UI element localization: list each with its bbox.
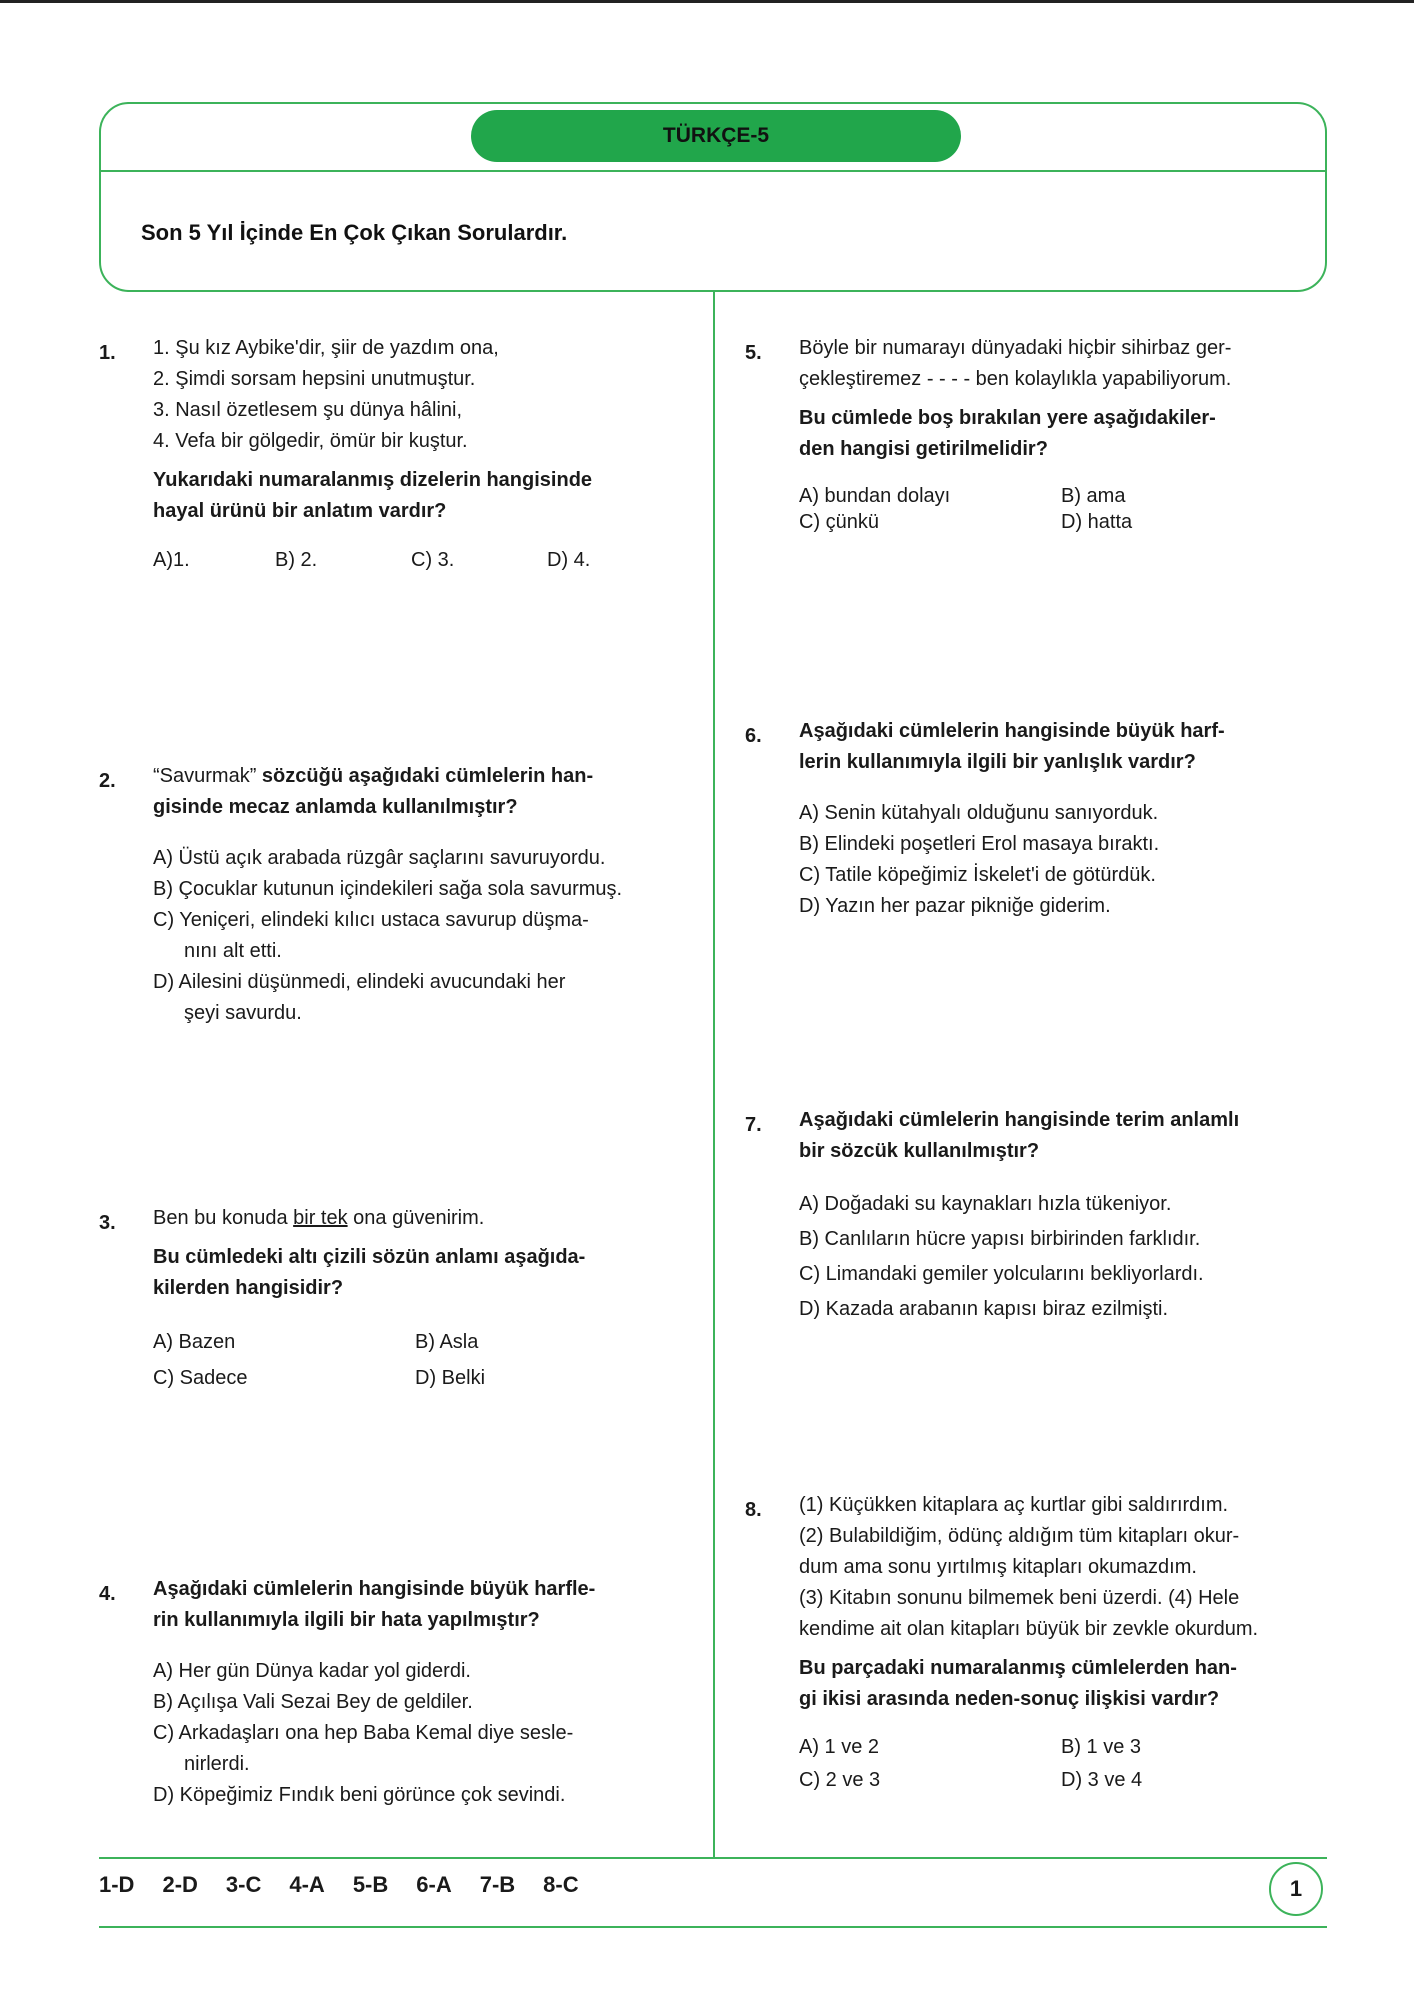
option-a[interactable]: A) bundan dolayı [799,485,951,507]
option-a[interactable]: A) Bazen [153,1331,236,1353]
question-stem: Bu cümledeki altı çizili sözün anlamı aşağıda- [153,1246,586,1268]
option-d[interactable]: D) Kazada arabanın kapısı biraz ezilmişti. [799,1298,1169,1320]
question-number: 5. [745,342,762,364]
question-stem: den hangisi getirilmelidir? [799,438,1048,460]
answer-key-item: 4-A [289,1872,325,1897]
option-c[interactable]: C) Sadece [153,1367,248,1389]
header-subtitle: Son 5 Yıl İçinde En Çok Çıkan Sorulardır. [141,220,568,245]
answer-options [153,1324,677,1396]
passage-line: (3) Kitabın sonunu bilmemek beni üzerdi. (4) Hele [799,1587,1240,1609]
option-b[interactable]: B) Asla [415,1331,479,1353]
passage-line: (2) Bulabildiğim, ödünç aldığım tüm kitapları okur- [799,1525,1240,1547]
option-d[interactable]: D) Köpeğimiz Fındık beni görünce çok sevindi. [153,1784,566,1806]
answer-key-item: 1-D [99,1872,135,1897]
top-border [0,0,1414,3]
page-title: TÜRKÇE-5 [471,110,961,162]
question-number: 3. [99,1212,116,1234]
question-number: 7. [745,1114,762,1136]
option-c[interactable]: C) Limandaki gemiler yolcularını bekliyorlardı. [799,1263,1204,1285]
answer-key-item: 7-B [479,1872,516,1897]
option-a[interactable]: A) Her gün Dünya kadar yol giderdi. [153,1660,471,1682]
option-a[interactable]: A) Senin kütahyalı olduğunu sanıyorduk. [799,802,1159,824]
option-b[interactable]: B) 1 ve 3 [1061,1736,1142,1758]
option-d[interactable]: D) hatta [1061,511,1133,533]
question-stem: lerin kullanımıyla ilgili bir yanlışlık vardır? [799,751,1196,773]
header-box [99,102,1327,292]
option-b[interactable]: B) Elindeki poşetleri Erol masaya bıraktı. [799,833,1160,855]
question-number: 2. [99,770,116,792]
passage-line: (1) Küçükken kitaplara aç kurtlar gibi saldırırdım. [799,1494,1229,1516]
option-c[interactable]: C) 2 ve 3 [799,1769,881,1791]
answer-key-item: 5-B [352,1872,389,1897]
question-number: 4. [99,1583,116,1605]
question-stem: sözcüğü aşağıdaki cümlelerin han- [261,765,594,787]
option-c[interactable]: C) Arkadaşları ona hep Baba Kemal diye sesle- [153,1722,574,1744]
question-stem: Aşağıdaki cümlelerin hangisinde büyük harfle- [153,1578,596,1600]
answer-key-item: 2-D [162,1872,198,1897]
option-d[interactable]: D) Yazın her pazar pikniğe giderim. [799,895,1111,917]
option-b[interactable]: B) Açılışa Vali Sezai Bey de geldiler. [153,1691,473,1713]
question-stem: bir sözcük kullanılmıştır? [799,1140,1040,1162]
question-number: 1. [99,342,116,364]
option-b[interactable]: B) Çocuklar kutunun içindekileri sağa sola savurmuş. [153,878,623,900]
option-d-cont: şeyi savurdu. [184,1002,302,1024]
option-d[interactable]: D) Belki [415,1367,486,1389]
question-number: 8. [745,1499,762,1521]
page-number: 1 [1269,1862,1323,1916]
footer-line-top [99,1857,1327,1859]
question-stem: Yukarıdaki numaralanmış dizelerin hangisinde [153,469,593,491]
answer-options [799,1731,1323,1797]
option-c-cont: nını alt etti. [184,940,282,962]
column-divider [713,292,715,1858]
question-stem: gi ikisi arasında neden-sonuç ilişkisi vardır? [799,1688,1220,1710]
answer-key-item: 8-C [543,1872,579,1897]
option-a[interactable]: A) Üstü açık arabada rüzgâr saçlarını savuruyordu. [153,847,606,869]
answer-key-item: 3-C [225,1872,262,1897]
question-stem: kilerden hangisidir? [153,1277,344,1299]
option-d[interactable]: D) Ailesini düşünmedi, elindeki avucundaki her [153,971,566,993]
option-c[interactable]: C) çünkü [799,511,880,533]
option-c-cont: nirlerdi. [184,1753,250,1775]
option-c[interactable]: C) 3. [411,549,455,571]
verse-line: 4. Vefa bir gölgedir, ömür bir kuştur. [153,430,468,452]
verse-line: 2. Şimdi sorsam hepsini unutmuştur. [153,368,476,390]
question-stem: Bu parçadaki numaralanmış cümlelerden han- [799,1657,1237,1679]
header-divider [101,170,1325,172]
footer-line-bottom [99,1926,1327,1928]
question-stem: Bu cümlede boş bırakılan yere aşağıdakiler- [799,407,1216,429]
answer-options [799,483,1323,535]
answer-options [153,545,592,576]
question-stem: gisinde mecaz anlamda kullanılmıştır? [153,796,518,818]
passage-line: Böyle bir numarayı dünyadaki hiçbir sihirbaz ger- [799,337,1232,359]
question-stem: Aşağıdaki cümlelerin hangisinde terim anlamlı [799,1109,1240,1131]
question-number: 6. [745,725,762,747]
option-c[interactable]: C) Tatile köpeğimiz İskelet'i de götürdük. [799,864,1156,886]
option-b[interactable]: B) ama [1061,485,1126,507]
verse-line: 1. Şu kız Aybike'dir, şiir de yazdım ona, [153,337,499,359]
option-a[interactable]: A) Doğadaki su kaynakları hızla tükeniyor. [799,1193,1172,1215]
question-stem: rin kullanımıyla ilgili bir hata yapılmıştır? [153,1609,540,1631]
option-b[interactable]: B) Canlıların hücre yapısı birbirinden farklıdır. [799,1228,1201,1250]
option-a[interactable]: A) 1 ve 2 [799,1736,880,1758]
passage-line: kendime ait olan kitapları büyük bir zevkle okurdum. [799,1618,1259,1640]
option-d[interactable]: D) 3 ve 4 [1061,1769,1143,1791]
option-a[interactable]: A)1. [153,549,190,571]
question-stem: hayal ürünü bir anlatım vardır? [153,500,447,522]
answer-key [99,1872,607,1898]
question-stem: Aşağıdaki cümlelerin hangisinde büyük harf- [799,720,1225,742]
quoted-word: “Savurmak” [153,765,257,787]
option-c[interactable]: C) Yeniçeri, elindeki kılıcı ustaca savurup düşma- [153,909,589,931]
passage-line: dum ama sonu yırtılmış kitapları okumazdım. [799,1556,1197,1578]
verse-line: 3. Nasıl özetlesem şu dünya hâlini, [153,399,463,421]
option-d[interactable]: D) 4. [547,549,591,571]
sentence: Ben bu konuda bir tek ona güvenirim. [153,1207,485,1229]
underlined-phrase: bir tek [293,1207,348,1229]
option-b[interactable]: B) 2. [275,549,318,571]
passage-line: çekleştiremez - - - - ben kolaylıkla yapabiliyorum. [799,368,1232,390]
answer-key-item: 6-A [416,1872,452,1897]
